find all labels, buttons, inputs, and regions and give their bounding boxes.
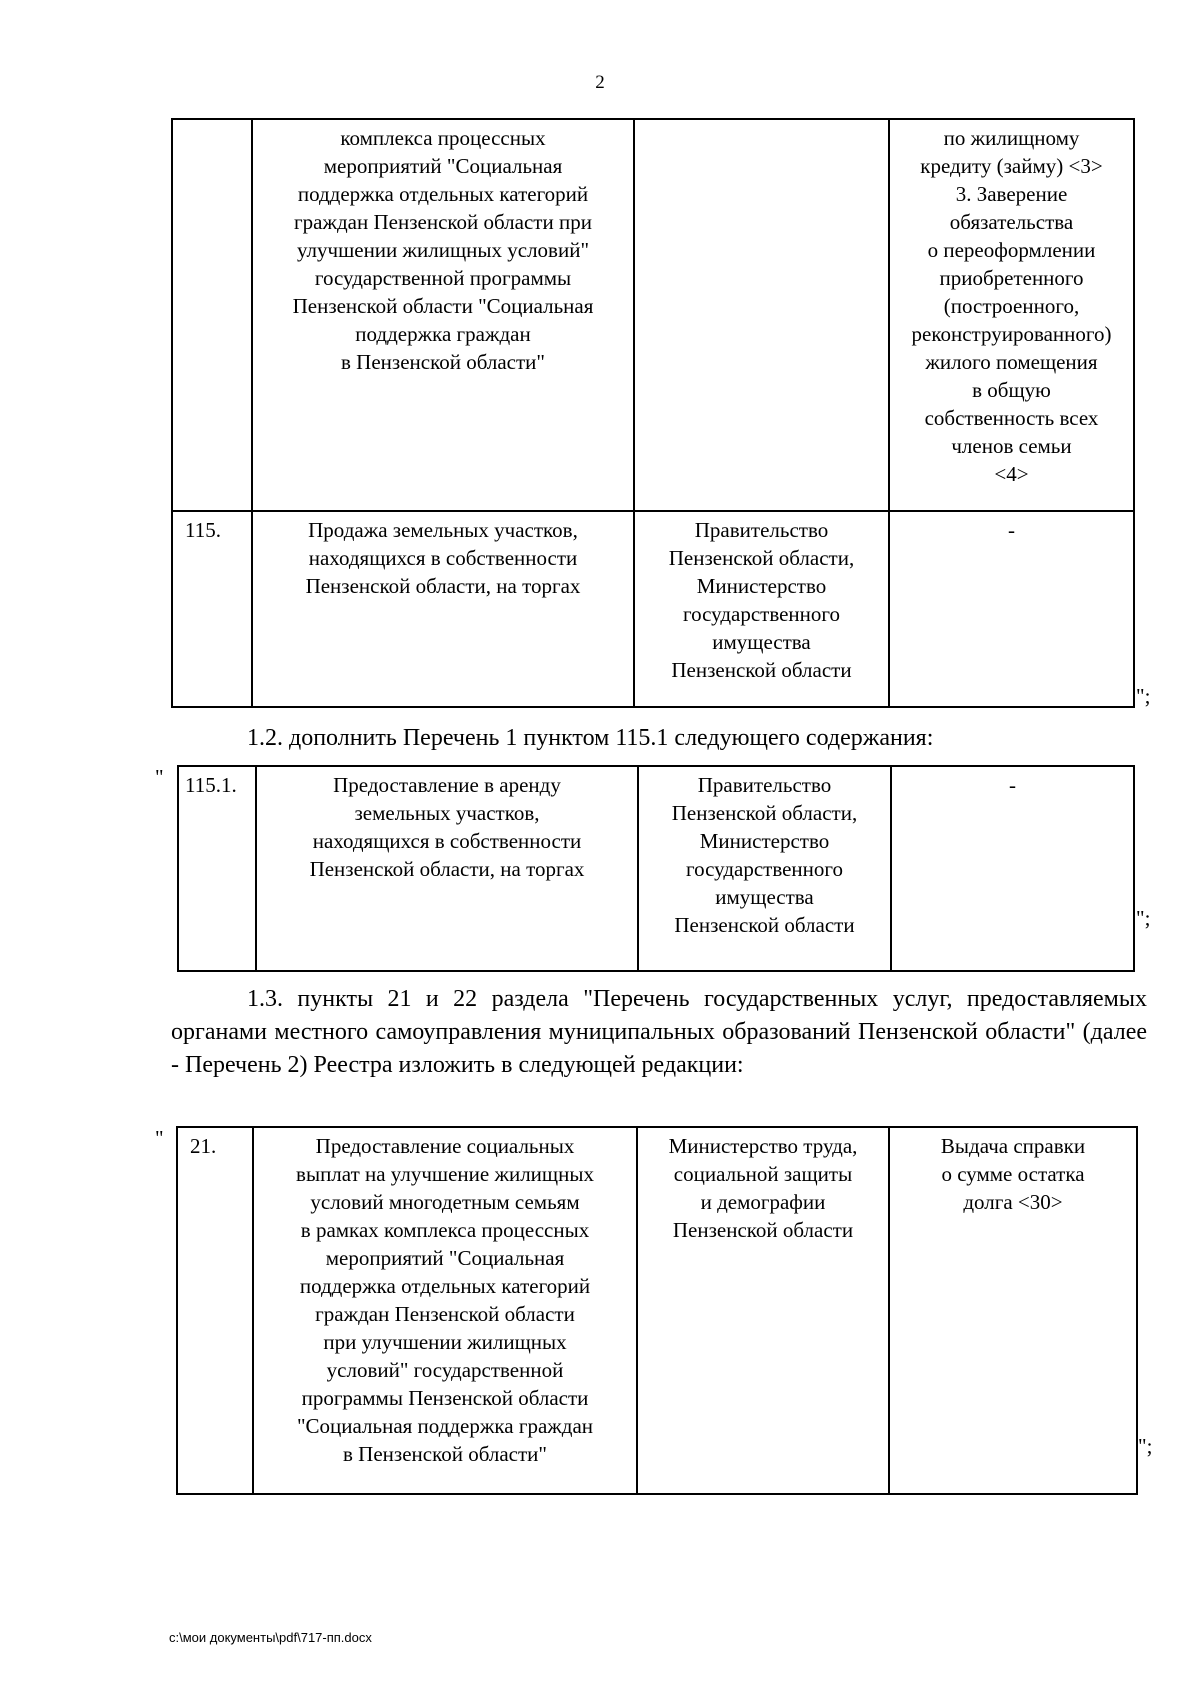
cell-text-line: находящихся в собственности bbox=[308, 546, 578, 570]
cell-text-line: комплекса процессных bbox=[340, 126, 546, 150]
authority-cell bbox=[638, 766, 891, 971]
authority-cell bbox=[634, 119, 889, 511]
cell-text-line: Правительство bbox=[694, 518, 829, 542]
cell-text-line: Продажа земельных участков, bbox=[308, 518, 578, 542]
cell-text-line: и демографии bbox=[700, 1190, 826, 1214]
table-row bbox=[172, 119, 1134, 511]
cell-text-line: Министерство bbox=[696, 574, 827, 598]
service-name-cell bbox=[252, 119, 634, 511]
opening-quote: " bbox=[155, 1126, 164, 1150]
table-row bbox=[177, 1127, 1137, 1494]
cell-text-line: Правительство bbox=[697, 773, 832, 797]
cell-text-line: находящихся в собственности bbox=[312, 829, 582, 853]
cell-text-line: приобретенного bbox=[939, 266, 1084, 290]
cell-text-line: поддержка отдельных категорий bbox=[299, 1274, 591, 1298]
cell-text-line: социальной защиты bbox=[673, 1162, 853, 1186]
opening-quote: " bbox=[155, 765, 164, 789]
cell-text-line: улучшении жилищных условий" bbox=[296, 238, 590, 262]
cell-text-line: долга <30> bbox=[963, 1190, 1063, 1214]
cell-text-line: условий" государственной bbox=[326, 1358, 564, 1382]
cell-text-line: Предоставление социальных bbox=[315, 1134, 575, 1158]
row-number bbox=[178, 766, 256, 971]
cell-text-line: "Социальная поддержка граждан bbox=[296, 1414, 594, 1438]
cell-text-line: Выдача справки bbox=[940, 1134, 1086, 1158]
cell-text-line: в Пензенской области" bbox=[341, 350, 545, 374]
cell-text-line: 115.1. bbox=[185, 773, 237, 797]
closing-quote: "; bbox=[1136, 906, 1151, 930]
cell-text-line: 115. bbox=[185, 518, 221, 542]
cell-text-line: мероприятий "Социальная bbox=[325, 1246, 565, 1270]
cell-text-line: Пензенской области, bbox=[668, 546, 855, 570]
cell-text-line: (построенного, bbox=[943, 294, 1080, 318]
cell-text-line: земельных участков, bbox=[354, 801, 540, 825]
row-number bbox=[172, 119, 252, 511]
file-path-footer: c:\мои документы\pdf\717-пп.docx bbox=[169, 1630, 372, 1645]
cell-text-line: выплат на улучшение жилищных bbox=[296, 1162, 594, 1186]
table-row bbox=[172, 511, 1134, 707]
cell-text-line: имущества bbox=[712, 630, 811, 654]
cell-text-line: кредиту (займу) <3> bbox=[920, 154, 1103, 178]
cell-text-line: Пензенской области bbox=[672, 1218, 854, 1242]
result-cell bbox=[889, 1127, 1137, 1494]
cell-text-line: программы Пензенской области bbox=[301, 1386, 589, 1410]
paragraph-1-3: 1.3. пункты 21 и 22 раздела "Перечень государственных услуг, предоставляемых органами местного самоуправления муниципальных образований Пензенской области" (далее - Перечень 2) Реестра изложить в следующей редакции: bbox=[171, 986, 1147, 1078]
cell-text-line: 21. bbox=[190, 1134, 217, 1158]
cell-text-line: Пензенской области, bbox=[671, 801, 858, 825]
cell-text-line: при улучшении жилищных bbox=[323, 1330, 567, 1354]
cell-text-line: о переоформлении bbox=[927, 238, 1096, 262]
result-cell bbox=[889, 511, 1134, 707]
cell-text-line: Пензенской области, на торгах bbox=[305, 574, 581, 598]
cell-text-line: собственность всех bbox=[924, 406, 1099, 430]
cell-text-line: - bbox=[1009, 773, 1016, 797]
cell-text-line: граждан Пензенской области bbox=[315, 1302, 575, 1326]
services-table-perechen-2 bbox=[176, 1126, 1138, 1495]
cell-text-line: 3. Заверение bbox=[955, 182, 1068, 206]
cell-text-line: в рамках комплекса процессных bbox=[300, 1218, 590, 1242]
service-name-cell bbox=[256, 766, 638, 971]
closing-quote: "; bbox=[1136, 684, 1151, 708]
cell-text-line: Пензенской области bbox=[671, 658, 852, 682]
table-row bbox=[178, 766, 1134, 971]
services-table-continued bbox=[171, 118, 1135, 708]
cell-text-line: членов семьи bbox=[951, 434, 1072, 458]
cell-text-line: государственного bbox=[682, 602, 841, 626]
cell-text-line: Пензенской области "Социальная bbox=[292, 294, 594, 318]
cell-text-line: поддержка отдельных категорий bbox=[297, 182, 589, 206]
cell-text-line: Министерство труда, bbox=[668, 1134, 858, 1158]
service-name-cell bbox=[252, 511, 634, 707]
row-number bbox=[172, 511, 252, 707]
authority-cell bbox=[637, 1127, 889, 1494]
cell-text-line: Министерство bbox=[699, 829, 830, 853]
cell-text-line: мероприятий "Социальная bbox=[323, 154, 563, 178]
service-name-cell bbox=[253, 1127, 637, 1494]
cell-text-line: <4> bbox=[994, 462, 1029, 486]
cell-text-line: о сумме остатка bbox=[941, 1162, 1085, 1186]
cell-text-line: государственной программы bbox=[314, 266, 572, 290]
cell-text-line: имущества bbox=[715, 885, 814, 909]
cell-text-line: Пензенской области, на торгах bbox=[309, 857, 585, 881]
cell-text-line: по жилищному bbox=[943, 126, 1080, 150]
services-table-115-1 bbox=[177, 765, 1135, 972]
cell-text-line: в Пензенской области" bbox=[343, 1442, 547, 1466]
cell-text-line: реконструированного) bbox=[911, 322, 1112, 346]
cell-text-line: условий многодетным семьям bbox=[310, 1190, 580, 1214]
result-cell bbox=[889, 119, 1134, 511]
page-number: 2 bbox=[595, 72, 605, 93]
cell-text-line: обязательства bbox=[949, 210, 1074, 234]
closing-quote: "; bbox=[1138, 1434, 1153, 1458]
paragraph-1-2: 1.2. дополнить Перечень 1 пунктом 115.1 следующего содержания: bbox=[247, 725, 934, 751]
cell-text-line: Предоставление в аренду bbox=[333, 773, 561, 797]
cell-text-line: государственного bbox=[685, 857, 844, 881]
cell-text-line: Пензенской области bbox=[674, 913, 855, 937]
cell-text-line: жилого помещения bbox=[925, 350, 1098, 374]
result-cell bbox=[891, 766, 1134, 971]
cell-text-line: поддержка граждан bbox=[355, 322, 531, 346]
cell-text-line: - bbox=[1008, 518, 1015, 542]
cell-text-line: граждан Пензенской области при bbox=[294, 210, 592, 234]
row-number bbox=[177, 1127, 253, 1494]
authority-cell bbox=[634, 511, 889, 707]
cell-text-line: в общую bbox=[972, 378, 1051, 402]
